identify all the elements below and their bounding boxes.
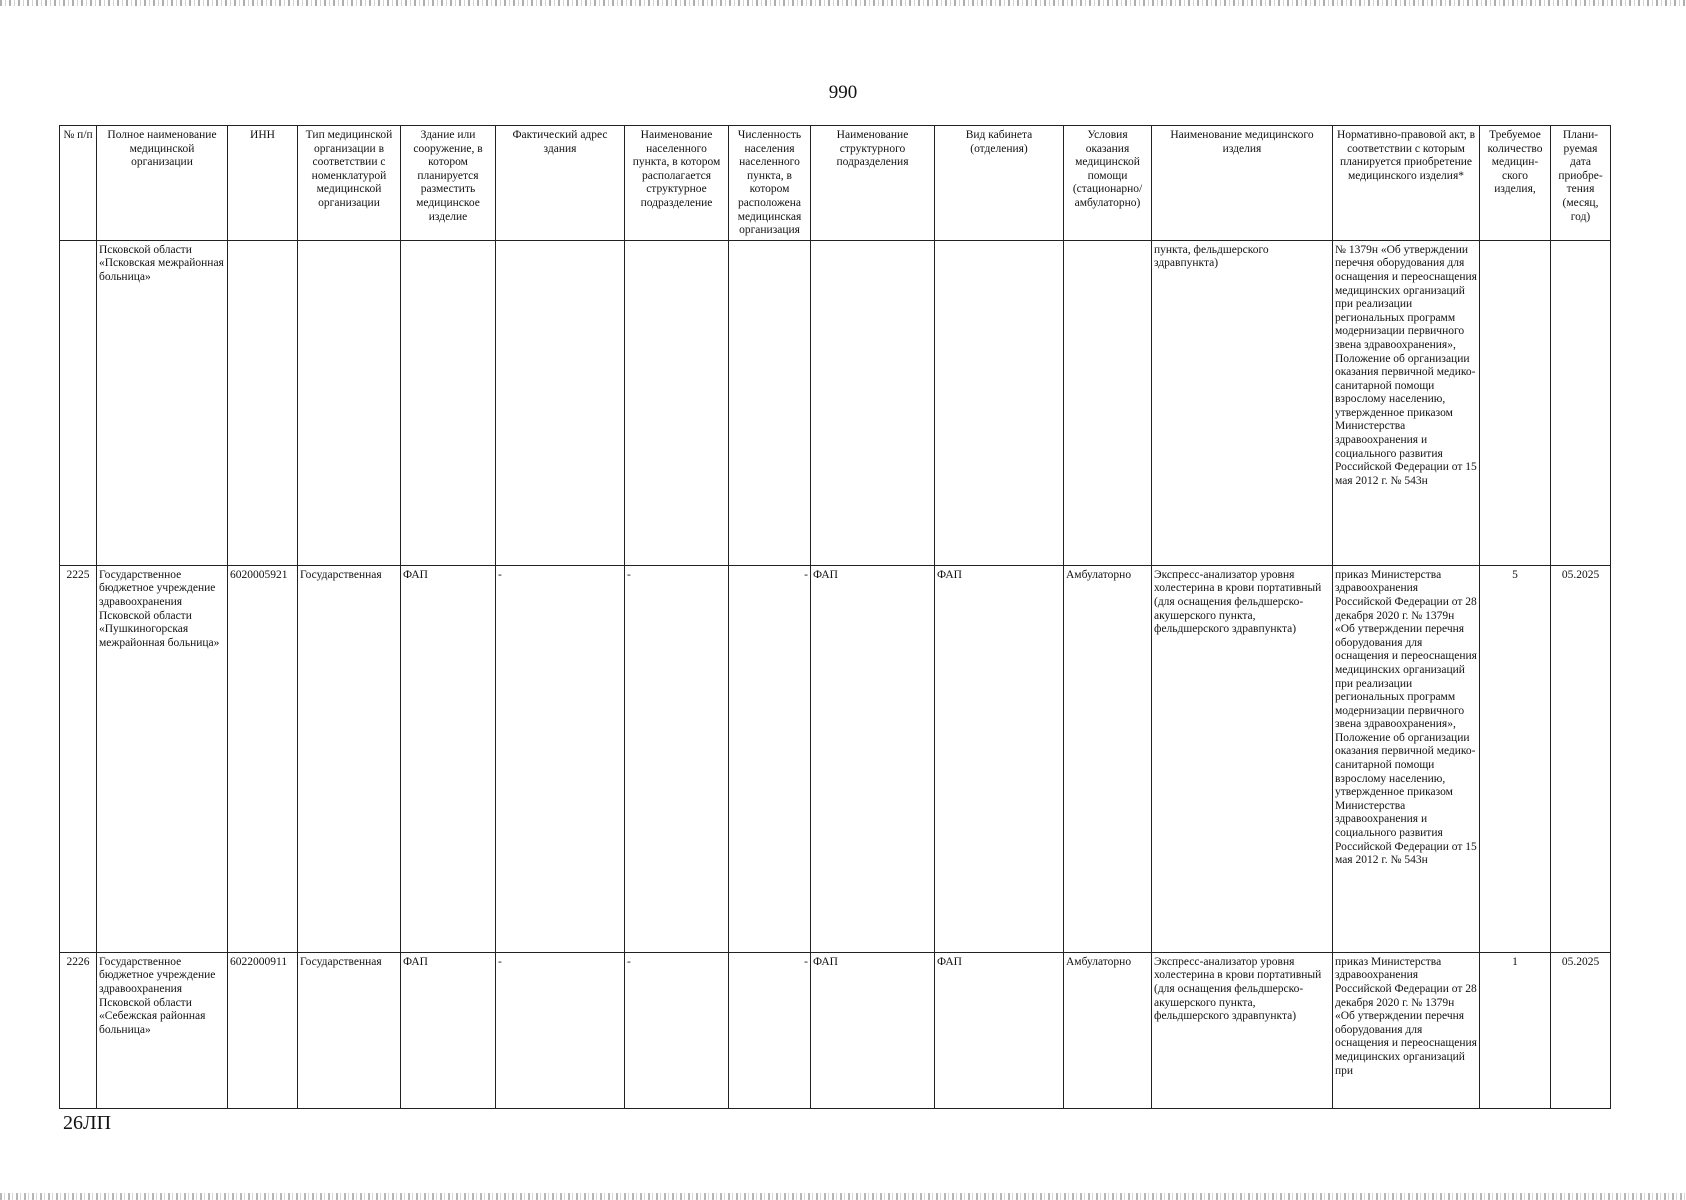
cell-quantity: 5 [1480, 565, 1551, 952]
equipment-table [59, 125, 1611, 1109]
cell-population: - [729, 952, 811, 1108]
cell-legal-act: № 1379н «Об утверждении перечня оборудования для оснащения и переоснащения медицинских организаций при реализации региональных программ модернизации первичного звена здравоохранения», Положение об организации оказания первичной медико-санитарной помощи взрослому населению, утвержденное приказом Министерства здравоохранения и социального развития Российской Федерации от 15 мая 2012 г. № 543н [1333, 240, 1480, 565]
cell-org-name: Государственное бюджетное учреждение здравоохранения Псковской области «Себежская районная больница» [97, 952, 228, 1108]
cell-inn: 6020005921 [228, 565, 298, 952]
page-code: 26ЛП [63, 1112, 112, 1134]
header-settlement: Наименование населенного пункта, в котором располагается структурное подразделение [625, 126, 729, 241]
header-population: Численность населения населенного пункта, в котором расположена медицинская организация [729, 126, 811, 241]
cell-org-type: Государственная [298, 952, 401, 1108]
cell-subdivision: ФАП [811, 952, 935, 1108]
header-date: Плани-руемая дата приобре-тения (месяц, год) [1551, 126, 1611, 241]
cell-quantity: 1 [1480, 952, 1551, 1108]
scan-edge-top [0, 0, 1686, 6]
cell-conditions [1064, 240, 1152, 565]
table-row [60, 240, 1611, 565]
cell-building: ФАП [401, 565, 496, 952]
header-building: Здание или сооружение, в котором планируется разместить медицинское изделие [401, 126, 496, 241]
cell-settlement [625, 240, 729, 565]
table-row [60, 952, 1611, 1108]
cell-num [60, 240, 97, 565]
header-quantity: Требуемое количество медицин-ского изделия, [1480, 126, 1551, 241]
cell-legal-act: приказ Министерства здравоохранения Российской Федерации от 28 декабря 2020 г. № 1379н «Об утверждении перечня оборудования для оснащения и переоснащения медицинских организаций при [1333, 952, 1480, 1108]
cell-building: ФАП [401, 952, 496, 1108]
cell-subdivision: ФАП [811, 565, 935, 952]
header-inn: ИНН [228, 126, 298, 241]
header-device: Наименование медицинского изделия [1152, 126, 1333, 241]
header-org-type: Тип медицинской организации в соответствии с номенклатурой медицинской организации [298, 126, 401, 241]
cell-conditions: Амбулаторно [1064, 952, 1152, 1108]
cell-date [1551, 240, 1611, 565]
cell-population [729, 240, 811, 565]
cell-settlement: - [625, 952, 729, 1108]
header-org-name: Полное наименование медицинской организации [97, 126, 228, 241]
page-number: 990 [828, 82, 858, 103]
header-row [60, 126, 1611, 241]
cell-subdivision [811, 240, 935, 565]
cell-address [496, 240, 625, 565]
header-address: Фактический адрес здания [496, 126, 625, 241]
cell-cabinet: ФАП [935, 952, 1064, 1108]
cell-device: Экспресс-анализатор уровня холестерина в крови портативный (для оснащения фельдшерско-акушерского пункта, фельдшерского здравпункта) [1152, 952, 1333, 1108]
cell-org-type: Государственная [298, 565, 401, 952]
header-legal-act: Нормативно-правовой акт, в соответствии с которым планируется приобретение медицинского изделия* [1333, 126, 1480, 241]
cell-device: пункта, фельдшерского здравпункта) [1152, 240, 1333, 565]
cell-org-name: Государственное бюджетное учреждение здравоохранения Псковской области «Пушкиногорская межрайонная больница» [97, 565, 228, 952]
cell-inn: 6022000911 [228, 952, 298, 1108]
scan-edge-bottom [0, 1193, 1686, 1200]
cell-date: 05.2025 [1551, 952, 1611, 1108]
cell-inn [228, 240, 298, 565]
header-conditions: Условия оказания медицинской помощи (стационарно/ амбулаторно) [1064, 126, 1152, 241]
cell-cabinet [935, 240, 1064, 565]
cell-org-name: Псковской области «Псковская межрайонная больница» [97, 240, 228, 565]
table-row [60, 565, 1611, 952]
header-num: № п/п [60, 126, 97, 241]
cell-address: - [496, 565, 625, 952]
cell-conditions: Амбулаторно [1064, 565, 1152, 952]
cell-quantity [1480, 240, 1551, 565]
cell-num: 2226 [60, 952, 97, 1108]
cell-building [401, 240, 496, 565]
cell-num: 2225 [60, 565, 97, 952]
header-subdivision: Наименование структурного подразделения [811, 126, 935, 241]
cell-population: - [729, 565, 811, 952]
cell-org-type [298, 240, 401, 565]
cell-cabinet: ФАП [935, 565, 1064, 952]
cell-device: Экспресс-анализатор уровня холестерина в крови портативный (для оснащения фельдшерско-акушерского пункта, фельдшерского здравпункта) [1152, 565, 1333, 952]
cell-date: 05.2025 [1551, 565, 1611, 952]
cell-address: - [496, 952, 625, 1108]
cell-legal-act: приказ Министерства здравоохранения Российской Федерации от 28 декабря 2020 г. № 1379н «Об утверждении перечня оборудования для оснащения и переоснащения медицинских организаций при реализации региональных программ модернизации первичного звена здравоохранения», Положение об организации оказания первичной медико-санитарной помощи взрослому населению, утвержденное приказом Министерства здравоохранения и социального развития Российской Федерации от 15 мая 2012 г. № 543н [1333, 565, 1480, 952]
cell-settlement: - [625, 565, 729, 952]
header-cabinet: Вид кабинета (отделения) [935, 126, 1064, 241]
